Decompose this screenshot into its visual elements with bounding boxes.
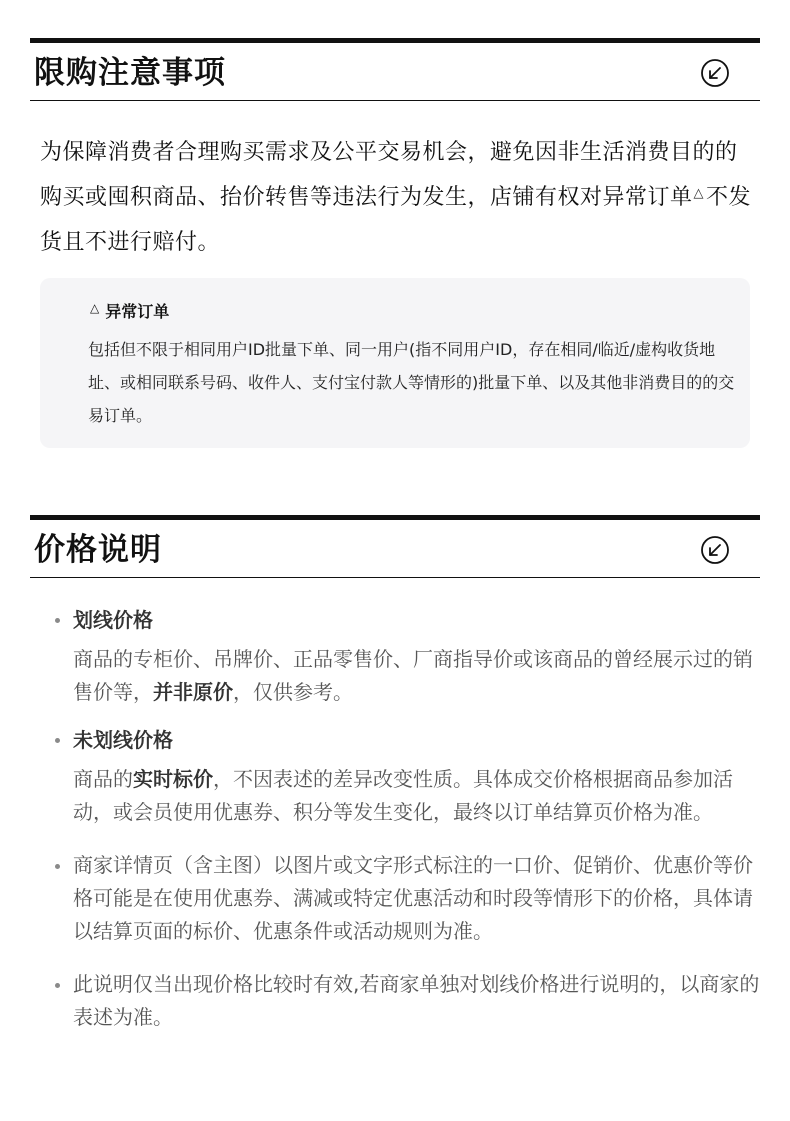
item-text-bold: 并非原价: [153, 680, 233, 704]
arrow-down-left-circle-icon[interactable]: [700, 535, 730, 565]
bullet-icon: [55, 738, 60, 743]
bullet-icon: [55, 864, 60, 869]
list-item: [30, 603, 760, 709]
arrow-down-left-circle-icon[interactable]: [700, 58, 730, 88]
section-title: 限购注意事项: [34, 55, 226, 91]
item-text-bold: 实时标价: [133, 767, 213, 791]
item-text-start: 商品的专柜价、吊牌价、正品零售价、厂商指导价或该商品的曾经展示过的销售价等，: [73, 647, 753, 704]
notice-text-end: 不发货且不进行赔付。: [40, 185, 752, 255]
item-text: 商家详情页（含主图）以图片或文字形式标注的一口价、促销价、优惠价等价格可能是在使用优惠券、满减或特定优惠活动和时段等情形下的价格，具体请以结算页面的标价、优惠条件或活动规则为准。: [73, 853, 753, 943]
section-header: [30, 38, 760, 101]
purchase-limit-notice: [40, 130, 755, 265]
list-item: [30, 849, 760, 948]
section-title: 价格说明: [34, 532, 162, 568]
item-text: [73, 763, 760, 829]
item-heading: 划线价格: [73, 608, 153, 632]
item-text-end: ，仅供参考。: [233, 680, 353, 704]
item-text: [73, 643, 760, 709]
bullet-icon: [55, 983, 60, 988]
triangle-mark-icon: △: [90, 301, 100, 315]
notice-text: 为保障消费者合理购买需求及公平交易机会，避免因非生活消费目的的购买或囤积商品、抬价转售等违法行为发生，店铺有权对异常订单: [40, 140, 738, 210]
item-text: 此说明仅当出现价格比较时有效,若商家单独对划线价格进行说明的，以商家的表述为准。: [73, 972, 760, 1029]
abnormal-order-note: [40, 278, 750, 448]
note-title-text: 异常订单: [105, 302, 170, 321]
bullet-icon: [55, 618, 60, 623]
price-explanation-section: [30, 515, 760, 1029]
list-item: [30, 968, 760, 1034]
item-text-start: 商品的: [73, 767, 133, 791]
purchase-limit-section: [30, 38, 760, 425]
section-header: [30, 515, 760, 578]
triangle-mark-icon: △: [693, 186, 705, 201]
item-text-end: ，不因表述的差异改变性质。具体成交价格根据商品参加活动，或会员使用优惠券、积分等发生变化，最终以订单结算页价格为准。: [73, 767, 733, 824]
note-title: [90, 300, 169, 325]
list-item: [30, 723, 760, 829]
item-heading: 未划线价格: [73, 728, 173, 752]
price-items-list: [30, 603, 760, 1034]
note-body: 包括但不限于相同用户ID批量下单、同一用户(指不同用户ID，存在相同/临近/虚构收货地址、或相同联系号码、收件人、支付宝付款人等情形的)批量下单、以及其他非消费目的的交易订单。: [88, 340, 735, 425]
